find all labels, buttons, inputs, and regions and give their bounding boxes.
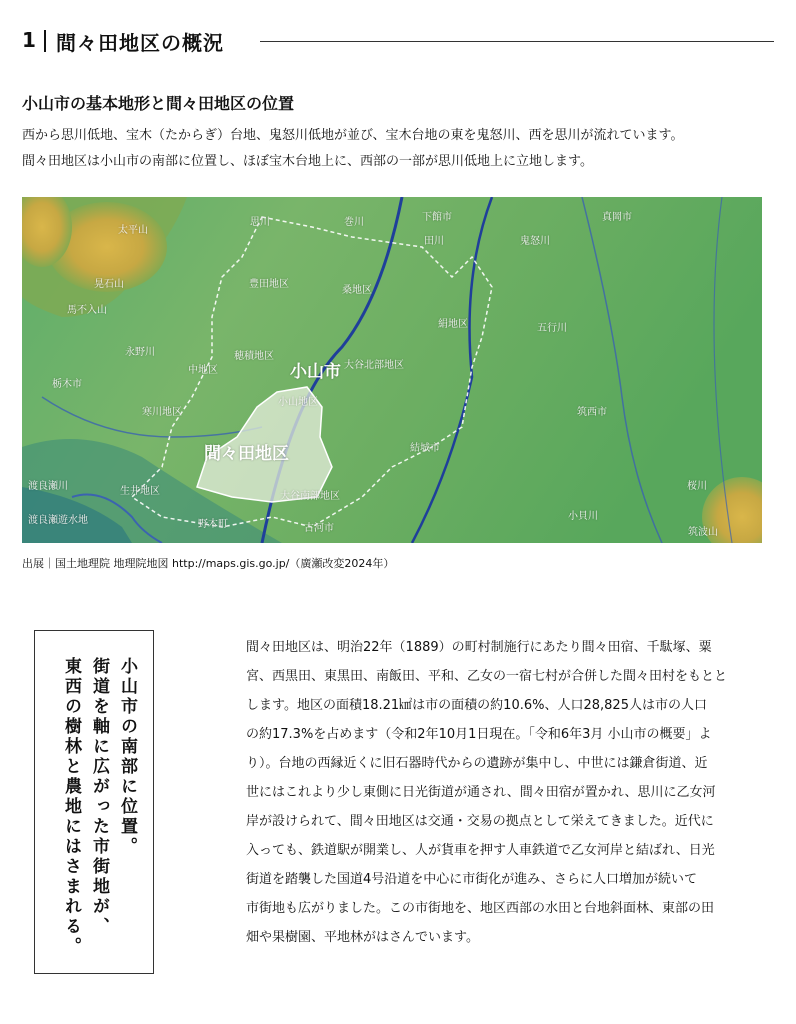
area-label: 間々田地区 <box>204 444 289 464</box>
map-label: 鬼怒川 <box>520 236 550 247</box>
section-number: 1 <box>22 28 36 52</box>
terrain-map <box>22 197 762 543</box>
section-title: 間々田地区の概況 <box>56 31 224 55</box>
map-label: 永野川 <box>125 347 155 358</box>
callout-line: 街道を軸に広がった市街地が、 <box>89 657 109 937</box>
map-label: 晃石山 <box>94 279 124 290</box>
map-label: 生井地区 <box>120 486 160 497</box>
map-label: 小貝川 <box>568 511 598 522</box>
body-line: 入っても、鉄道駅が開業し、人が貨車を押す人車鉄道で乙女河岸と結ばれ、日光 <box>246 843 715 858</box>
map-label: 野木町 <box>198 519 228 530</box>
header-rule <box>260 41 774 42</box>
section-divider <box>44 30 46 52</box>
map-label: 渡良瀬遊水地 <box>28 515 88 526</box>
body-line: 街道を踏襲した国道4号沿道を中心に市街化が進み、さらに人口増加が続いて <box>246 872 698 887</box>
map-label: 思川 <box>250 217 270 228</box>
map-label: 中地区 <box>188 365 218 376</box>
map-label: 古河市 <box>304 523 334 534</box>
city-label: 小山市 <box>290 362 341 382</box>
map-source-caption: 出展｜国土地理院 地理院地図 http://maps.gis.go.jp/（廣瀬改変2024年） <box>22 557 395 570</box>
map-label: 筑西市 <box>577 407 607 418</box>
body-text <box>246 633 776 952</box>
map-label: 下館市 <box>422 212 452 223</box>
map-label: 大谷南部地区 <box>280 491 340 502</box>
intro-line: 間々田地区は小山市の南部に位置し、ほぼ宝木台地上に、西部の一部が思川低地上に立地します。 <box>22 154 593 169</box>
map-label: 大谷北部地区 <box>344 360 404 371</box>
callout-text <box>57 657 141 967</box>
map-label: 田川 <box>424 236 444 247</box>
body-line: の約17.3%を占めます（令和2年10月1日現在。「令和6年3月 小山市の概要」よ <box>246 727 712 742</box>
body-line: 岸が設けられて、間々田地区は交通・交易の拠点として栄えてきました。近代に <box>246 814 714 829</box>
body-line: します。地区の面積18.21㎢は市の面積の約10.6%、人口28,825人は市の人口 <box>246 698 707 713</box>
callout-line: 東西の樹林と農地にはさまれる。 <box>61 657 81 957</box>
map-label: 桑地区 <box>342 285 372 296</box>
body-line: 世にはこれより少し東側に日光街道が通され、間々田宿が置かれ、思川に乙女河 <box>246 785 716 800</box>
body-line: 間々田地区は、明治22年（1889）の町村制施行にあたり間々田宿、千駄塚、粟 <box>246 640 712 655</box>
body-line: り）。台地の西縁近くに旧石器時代からの遺跡が集中し、中世には鎌倉街道、近 <box>246 756 708 771</box>
intro-text <box>22 123 782 175</box>
map-label: 太平山 <box>118 225 148 236</box>
body-line: 畑や果樹園、平地林がはさんでいます。 <box>246 930 479 945</box>
intro-line: 西から思川低地、宝木（たからぎ）台地、鬼怒川低地が並び、宝木台地の東を鬼怒川、西を思川が流れています。 <box>22 128 684 143</box>
map-label: 栃木市 <box>52 379 82 390</box>
map-label: 真岡市 <box>602 212 632 223</box>
intro-heading: 小山市の基本地形と間々田地区の位置 <box>22 94 295 113</box>
map-label: 穂積地区 <box>234 351 274 362</box>
map-label: 五行川 <box>537 323 567 334</box>
map-label: 巻川 <box>344 217 364 228</box>
map-label: 桜川 <box>687 481 707 492</box>
map-label: 筑波山 <box>688 527 718 538</box>
map-label: 結城市 <box>410 443 440 454</box>
callout-box <box>34 630 154 974</box>
map-label: 小山地区 <box>278 397 318 408</box>
body-line: 宮、西黒田、東黒田、南飯田、平和、乙女の一宿七村が合併した間々田村をもとと <box>246 669 728 684</box>
map-label: 馬不入山 <box>67 305 107 316</box>
map-label: 豊田地区 <box>249 279 289 290</box>
section-header <box>22 26 774 54</box>
map-label: 渡良瀬川 <box>28 481 68 492</box>
body-line: 市街地も広がりました。この市街地を、地区西部の水田と台地斜面林、東部の田 <box>246 901 715 916</box>
map-label: 寒川地区 <box>142 407 182 418</box>
map-label: 絹地区 <box>438 319 468 330</box>
callout-line: 小山市の南部に位置。 <box>117 657 137 857</box>
